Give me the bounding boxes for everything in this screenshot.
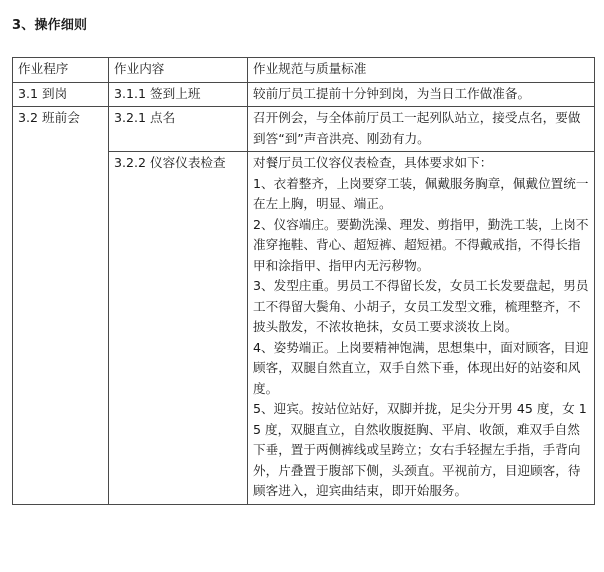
standard-paragraph: 召开例会，与全体前厅员工一起列队站立，接受点名，要做到答“到”声音洪亮、刚劲有力。 (253, 110, 581, 146)
standard-item-attire: 1、衣着整齐，上岗要穿工装，佩戴服务胸章，佩戴位置统一在左上胸，明显、端正。 (253, 175, 589, 211)
standard-item-grooming: 2、仪容端庄。要勤洗澡、理发、剪指甲，勤洗工装，上岗不准穿拖鞋、背心、超短裤、超短裙。不得戴戒指，不得长指甲和涂指甲、指甲内无污秽物。 (253, 216, 589, 273)
content-cell: 3.2.1 点名 (109, 107, 248, 152)
header-content: 作业内容 (109, 58, 248, 83)
standard-cell (248, 82, 595, 107)
standard-paragraph: 较前厅员工提前十分钟到岗，为当日工作做准备。 (253, 85, 531, 101)
standard-item-hairstyle: 3、发型庄重。男员工不得留长发，女员工长发要盘起，男员工不得留大鬓角、小胡子，女员工发型文雅，梳理整齐，不披头散发，不浓妆艳抹，女员工要求淡妆上岗。 (253, 278, 589, 334)
standard-item-posture: 4、姿势端正。上岗要精神饱满，思想集中，面对顾客，目迎顾客，双腿自然直立，双手自然下垂，体现出好的站姿和风度。 (253, 339, 589, 396)
table-header-row (13, 58, 595, 83)
table-row (13, 82, 595, 107)
standard-cell (248, 152, 595, 505)
header-procedure: 作业程序 (13, 58, 109, 83)
procedure-cell: 3.1 到岗 (13, 82, 109, 107)
header-standard: 作业规范与质量标准 (248, 58, 595, 83)
standard-cell (248, 107, 595, 152)
content-cell: 3.1.1 签到上班 (109, 82, 248, 107)
procedure-cell: 3.2 班前会 (13, 107, 109, 505)
table-row (13, 107, 595, 152)
standard-item-greeting: 5、迎宾。按站位站好，双脚并拢，足尖分开男 45 度，女 15 度，双腿直立，自然收腹挺胸、平肩、收颌，难双手自然下垂，置于两侧裤线或呈跨立；女右手轻握左手指，手背向外，片叠置于腹部下侧，头颈直。平视前方，目迎顾客，待顾客进入，迎宾曲结束，即开始服务。 (253, 401, 587, 498)
section-heading: 3、操作细则 (12, 18, 88, 33)
content-cell: 3.2.2 仪容仪表检查 (109, 152, 248, 505)
operation-rules-table (12, 57, 595, 505)
standard-intro: 对餐厅员工仪容仪表检查，具体要求如下： (253, 155, 493, 170)
